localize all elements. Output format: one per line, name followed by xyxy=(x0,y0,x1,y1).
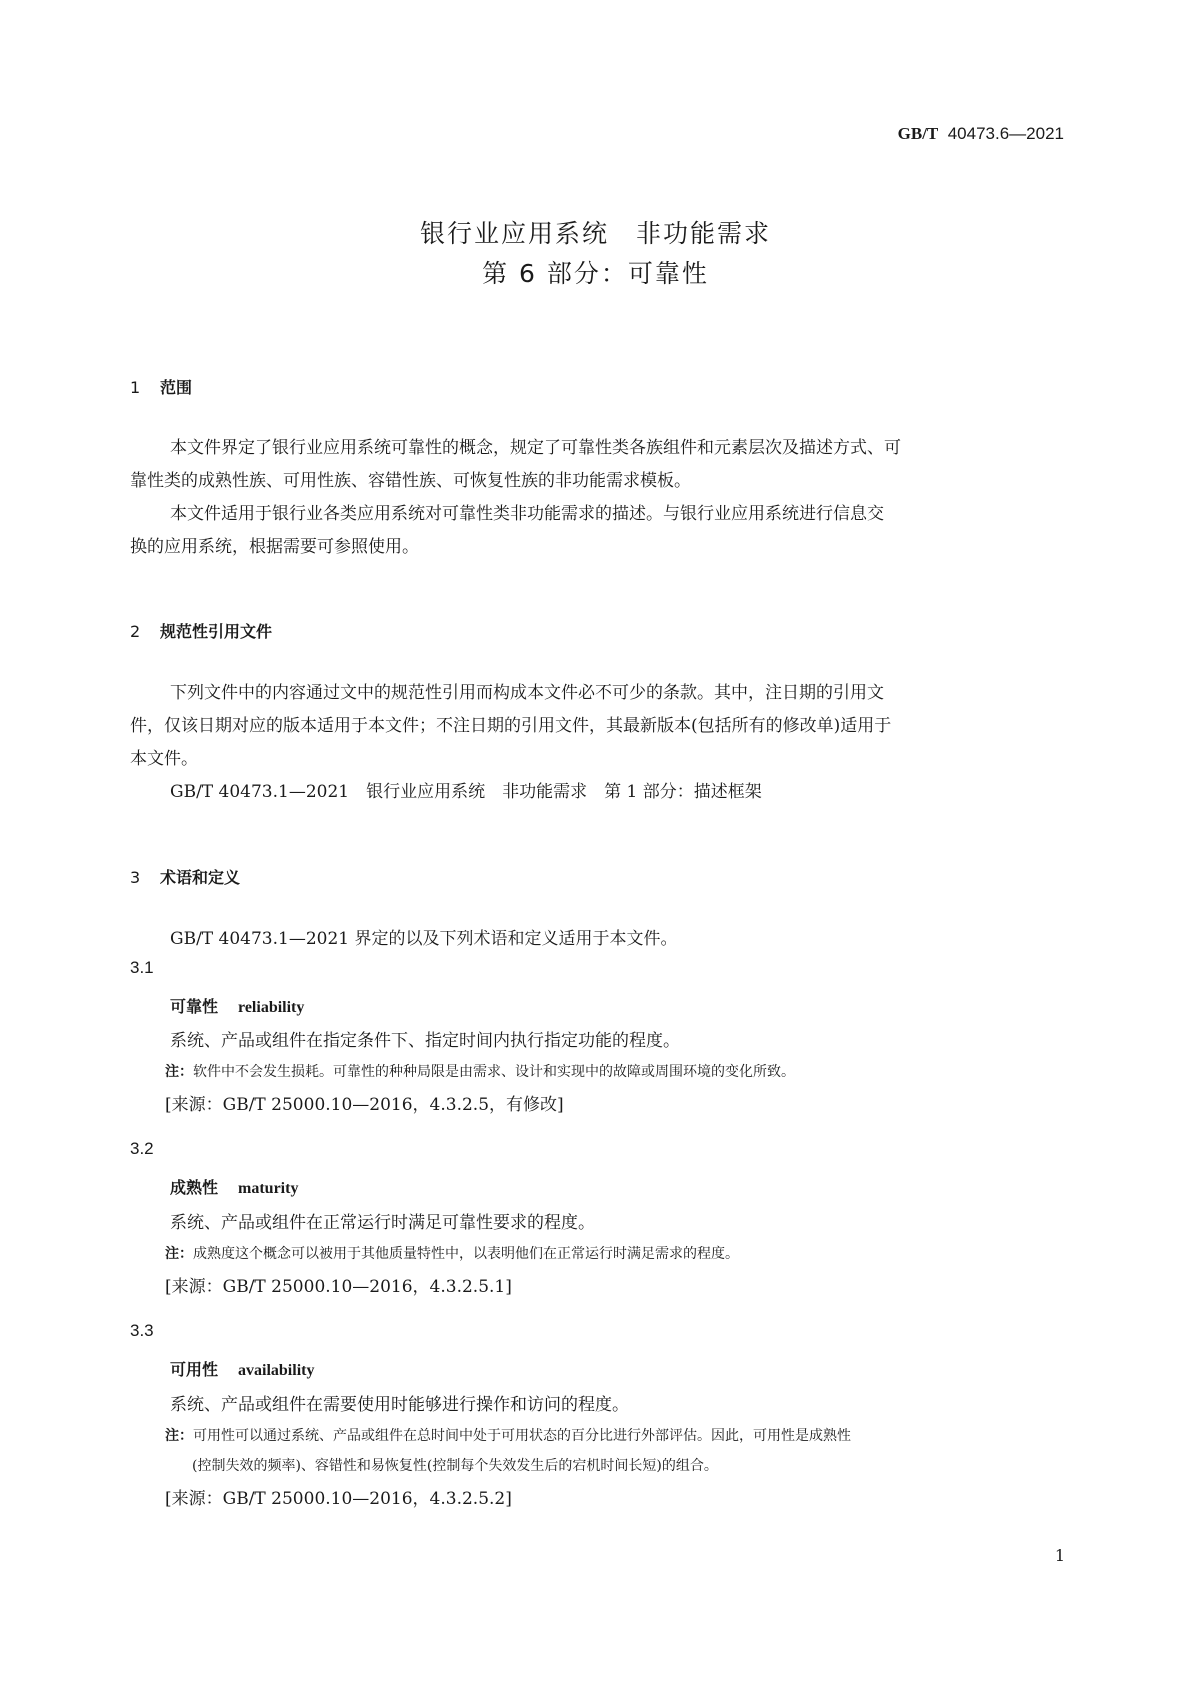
document-title: 银行业应用系统 非功能需求 xyxy=(419,219,771,248)
paragraph: 下列文件中的内容通过文中的规范性引用而构成本文件必不可少的条款。其中，注日期的引用文 xyxy=(170,683,884,703)
section-heading-1: 1 范围 xyxy=(130,378,193,397)
clause-number: 3.1 xyxy=(130,958,154,977)
clause-number: 3.2 xyxy=(130,1139,154,1158)
paragraph: 本文件适用于银行业各类应用系统对可靠性类非功能需求的描述。与银行业应用系统进行信息交 xyxy=(170,504,884,524)
paragraph: 本文件界定了银行业应用系统可靠性的概念，规定了可靠性类各族组件和元素层次及描述方式、可 xyxy=(170,438,901,458)
paragraph: 件，仅该日期对应的版本适用于本文件；不注日期的引用文件，其最新版本(包括所有的修改单)适用于 xyxy=(130,716,892,736)
term-source: [来源：GB/T 25000.10—2016，4.3.2.5，有修改] xyxy=(165,1095,564,1115)
section-heading-3: 3 术语和定义 xyxy=(130,868,241,887)
standard-number: GB/T 40473.6—2021 xyxy=(897,124,1064,143)
term-entry: 成熟性 maturity xyxy=(170,1178,299,1197)
term-source: [来源：GB/T 25000.10—2016，4.3.2.5.2] xyxy=(165,1489,512,1509)
clause-number: 3.3 xyxy=(130,1321,154,1340)
term-note: 注：可用性可以通过系统、产品或组件在总时间中处于可用状态的百分比进行外部评估。因此，可用性是成熟性 xyxy=(165,1428,851,1444)
document-subtitle: 第 6 部分：可靠性 xyxy=(482,259,709,288)
section-heading-2: 2 规范性引用文件 xyxy=(130,622,273,641)
term-note-continued: (控制失效的频率)、容错性和易恢复性(控制每个失效发生后的宕机时间长短)的组合。 xyxy=(192,1458,718,1474)
term-definition: 系统、产品或组件在正常运行时满足可靠性要求的程度。 xyxy=(170,1213,595,1233)
paragraph: GB/T 40473.1—2021 界定的以及下列术语和定义适用于本文件。 xyxy=(170,929,678,949)
normative-reference: GB/T 40473.1—2021 银行业应用系统 非功能需求 第 1 部分：描述框架 xyxy=(170,782,762,802)
term-note: 注：软件中不会发生损耗。可靠性的种种局限是由需求、设计和实现中的故障或周围环境的变化所致。 xyxy=(165,1064,795,1080)
paragraph: 换的应用系统，根据需要可参照使用。 xyxy=(130,537,419,557)
page-number: 1 xyxy=(1054,1546,1065,1565)
term-source: [来源：GB/T 25000.10—2016，4.3.2.5.1] xyxy=(165,1277,512,1297)
term-entry: 可用性 availability xyxy=(170,1360,315,1379)
term-definition: 系统、产品或组件在需要使用时能够进行操作和访问的程度。 xyxy=(170,1395,629,1415)
paragraph: 靠性类的成熟性族、可用性族、容错性族、可恢复性族的非功能需求模板。 xyxy=(130,471,691,491)
term-note: 注：成熟度这个概念可以被用于其他质量特性中，以表明他们在正常运行时满足需求的程度。 xyxy=(165,1246,739,1262)
term-definition: 系统、产品或组件在指定条件下、指定时间内执行指定功能的程度。 xyxy=(170,1031,680,1051)
paragraph: 本文件。 xyxy=(130,749,198,769)
term-entry: 可靠性 reliability xyxy=(170,997,305,1016)
